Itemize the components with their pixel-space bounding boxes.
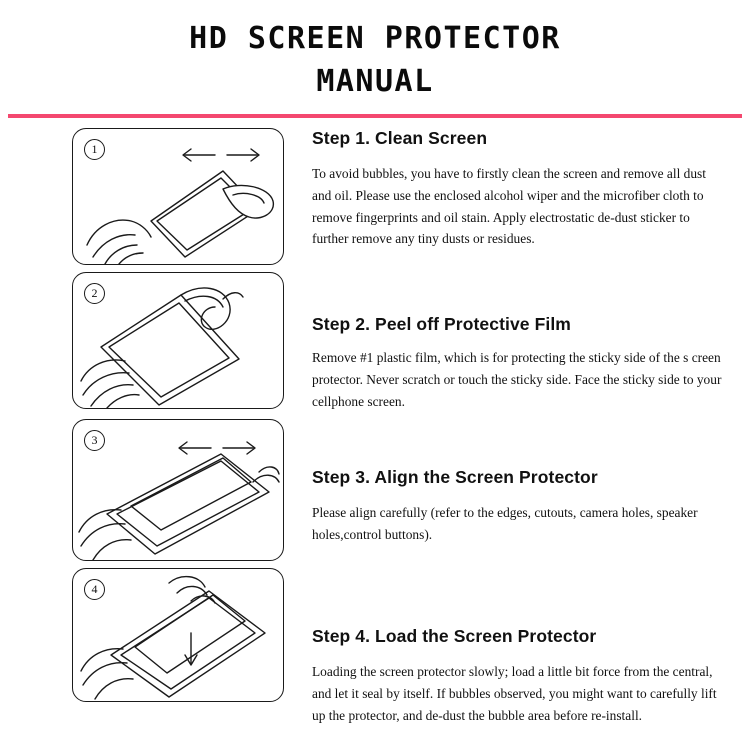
step-1-illustration bbox=[72, 128, 284, 265]
step-item bbox=[10, 419, 740, 561]
step-4-heading: Step 4. Load the Screen Protector bbox=[312, 626, 597, 647]
step-item bbox=[10, 272, 740, 412]
step-1-text bbox=[284, 128, 740, 250]
step-2-heading: Step 2. Peel off Protective Film bbox=[312, 314, 571, 335]
page-title-line-2: MANUAL bbox=[316, 63, 434, 99]
step-2-badge: 2 bbox=[84, 283, 105, 304]
peel-film-icon bbox=[73, 273, 283, 408]
step-3-text bbox=[284, 419, 740, 545]
page-header bbox=[0, 0, 750, 118]
step-2-illustration bbox=[72, 272, 284, 409]
step-3-badge: 3 bbox=[84, 430, 105, 451]
step-2-body: Remove #1 plastic film, which is for protecting the sticky side of the s creen protector. Never scratch or touch the sticky side. Face the sticky side to your cellphone screen. bbox=[312, 350, 722, 409]
step-3-illustration bbox=[72, 419, 284, 561]
step-item bbox=[10, 568, 740, 726]
step-item bbox=[10, 128, 740, 265]
step-1-heading: Step 1. Clean Screen bbox=[312, 128, 488, 149]
page-title-line-1: HD SCREEN PROTECTOR bbox=[189, 21, 561, 56]
step-1-badge: 1 bbox=[84, 139, 105, 160]
step-4-badge: 4 bbox=[84, 579, 105, 600]
step-4-body: Loading the screen protector slowly; load a little bit force from the central, and let it seal by itself. If bubbles observed, you might want to carefully lift up the protector, and de-dust the bubble area before re-install. bbox=[312, 664, 717, 723]
step-3-body: Please align carefully (refer to the edges, cutouts, camera holes, speaker holes,control buttons). bbox=[312, 505, 698, 542]
step-1-body: To avoid bubbles, you have to firstly clean the screen and remove all dust and oil. Please use the enclosed alcohol wiper and the microfiber cloth to remove fingerprints and oil stain. Apply electrostatic de-dust sticker to further remove any tiny dusts or residues. bbox=[312, 166, 706, 247]
steps-list bbox=[0, 118, 750, 726]
step-4-illustration bbox=[72, 568, 284, 702]
align-protector-icon bbox=[73, 420, 283, 560]
step-3-heading: Step 3. Align the Screen Protector bbox=[312, 467, 598, 488]
step-4-text bbox=[284, 568, 740, 726]
clean-screen-icon bbox=[73, 129, 283, 264]
load-protector-icon bbox=[73, 569, 283, 701]
step-2-text bbox=[284, 272, 740, 412]
